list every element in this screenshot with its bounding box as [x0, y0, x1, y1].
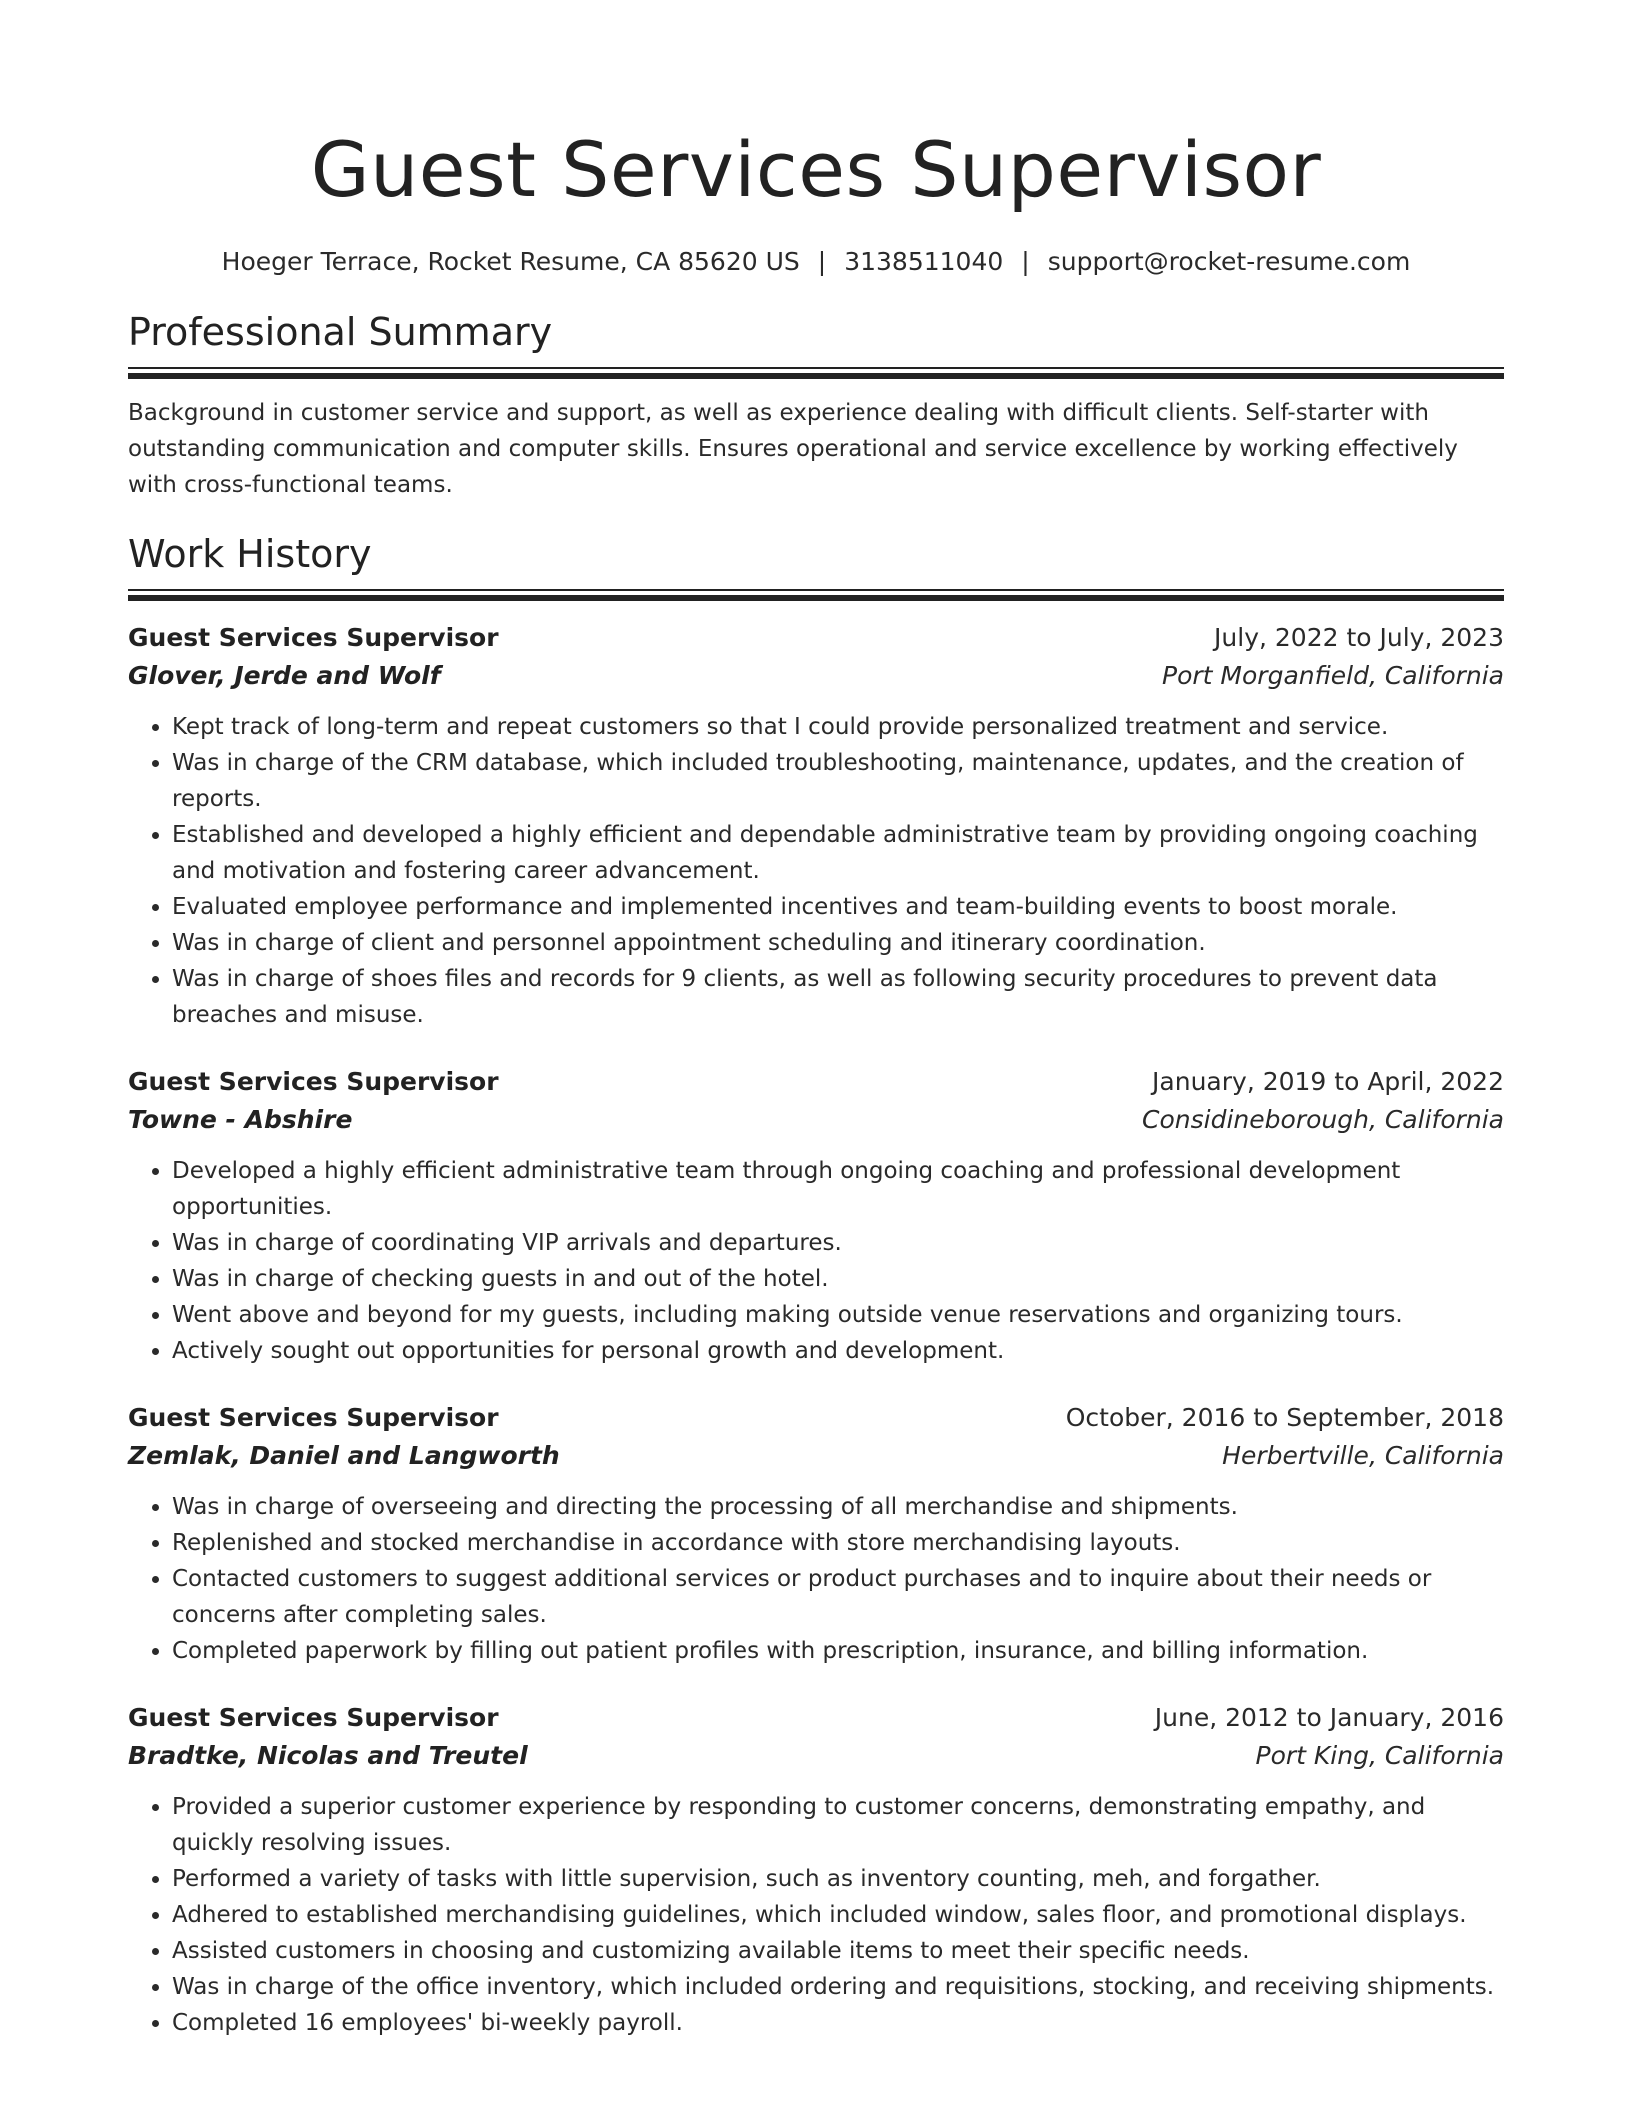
job-company: Glover, Jerde and Wolf	[128, 661, 441, 690]
contact-address: Hoeger Terrace, Rocket Resume, CA 85620 US	[221, 247, 800, 276]
job-location: Herbertville, California	[1222, 1441, 1504, 1470]
job-location: Port Morganfield, California	[1162, 661, 1504, 690]
job-bullets	[128, 1489, 1504, 1669]
job-bullet: • Went above and beyond for my guests, including making outside venue reservations and organizing tours.	[172, 1297, 1504, 1333]
job-bullet: • Contacted customers to suggest additional services or product purchases and to inquire about their needs or concerns after completing sales.	[172, 1561, 1504, 1633]
summary-section	[128, 307, 1504, 503]
job-dates: June, 2012 to January, 2016	[1154, 1703, 1504, 1732]
summary-text: Background in customer service and support, as well as experience dealing with difficult clients. Self-starter with outstanding communication and computer skills. Ensures operational and service excellence by working effectively with cross-functional teams.	[128, 400, 1458, 498]
contact-separator: |	[817, 247, 827, 276]
job-bullet: • Established and developed a highly efficient and dependable administrative team by providing ongoing coaching and motivation and fostering career advancement.	[172, 817, 1504, 889]
job-entry	[128, 1399, 1504, 1669]
job-bullet: • Was in charge of coordinating VIP arrivals and departures.	[172, 1225, 1504, 1261]
job-dates: July, 2022 to July, 2023	[1214, 623, 1504, 652]
job-bullet: • Was in charge of client and personnel appointment scheduling and itinerary coordination.	[172, 925, 1504, 961]
job-title: Guest Services Supervisor	[128, 1703, 499, 1732]
job-company-row	[128, 1437, 1504, 1475]
job-bullet: • Was in charge of overseeing and directing the processing of all merchandise and shipments.	[172, 1489, 1504, 1525]
job-bullets	[128, 1153, 1504, 1369]
job-company: Zemlak, Daniel and Langworth	[128, 1441, 560, 1470]
job-bullet: • Was in charge of the CRM database, which included troubleshooting, maintenance, updates, and the creation of reports.	[172, 745, 1504, 817]
resume-name: Guest Services Supervisor	[310, 125, 1322, 214]
job-header-row	[128, 1063, 1504, 1101]
section-divider	[128, 367, 1504, 379]
job-bullet: • Completed 16 employees' bi-weekly payroll.	[172, 2005, 1504, 2041]
job-company: Bradtke, Nicolas and Treutel	[128, 1741, 528, 1770]
job-bullet: • Was in charge of the office inventory, which included ordering and requisitions, stocking, and receiving shipments.	[172, 1969, 1504, 2005]
job-bullet: • Replenished and stocked merchandise in accordance with store merchandising layouts.	[172, 1525, 1504, 1561]
job-bullet: • Completed paperwork by filling out patient profiles with prescription, insurance, and billing information.	[172, 1633, 1504, 1669]
section-title-work-history: Work History	[128, 532, 372, 576]
job-title: Guest Services Supervisor	[128, 1067, 499, 1096]
job-location: Considineborough, California	[1142, 1105, 1504, 1134]
job-bullet: • Performed a variety of tasks with little supervision, such as inventory counting, meh, and forgather.	[172, 1861, 1504, 1897]
job-header-row	[128, 1399, 1504, 1437]
job-header-row	[128, 619, 1504, 657]
job-bullet: • Evaluated employee performance and implemented incentives and team-building events to boost morale.	[172, 889, 1504, 925]
contact-separator: |	[1021, 247, 1030, 276]
job-bullets	[128, 709, 1504, 1033]
job-entry	[128, 619, 1504, 1033]
job-title: Guest Services Supervisor	[128, 1403, 499, 1432]
job-entry	[128, 1063, 1504, 1369]
contact-line	[128, 244, 1504, 280]
job-company-row	[128, 1737, 1504, 1775]
job-bullet: • Provided a superior customer experience by responding to customer concerns, demonstrating empathy, and quickly resolving issues.	[172, 1789, 1504, 1861]
job-bullet: • Kept track of long-term and repeat customers so that I could provide personalized treatment and service.	[172, 709, 1504, 745]
job-bullet: • Assisted customers in choosing and customizing available items to meet their specific needs.	[172, 1933, 1504, 1969]
job-bullet: • Developed a highly efficient administrative team through ongoing coaching and professional development opportunities.	[172, 1153, 1504, 1225]
job-bullet: • Was in charge of shoes files and records for 9 clients, as well as following security procedures to prevent data breaches and misuse.	[172, 961, 1504, 1033]
job-company: Towne - Abshire	[128, 1105, 353, 1134]
job-dates: October, 2016 to September, 2018	[1065, 1403, 1504, 1432]
job-bullet: • Adhered to established merchandising guidelines, which included window, sales floor, and promotional displays.	[172, 1897, 1504, 1933]
contact-phone: 3138511040	[844, 247, 1004, 276]
job-bullets	[128, 1789, 1504, 2041]
section-divider	[128, 589, 1504, 601]
section-title-summary: Professional Summary	[128, 310, 553, 354]
job-title: Guest Services Supervisor	[128, 623, 499, 652]
job-location: Port King, California	[1255, 1741, 1504, 1770]
work-history-section	[128, 529, 1504, 2041]
contact-email: support@rocket-resume.com	[1047, 247, 1411, 276]
job-company-row	[128, 1101, 1504, 1139]
job-bullet: • Was in charge of checking guests in and out of the hotel.	[172, 1261, 1504, 1297]
job-bullet: • Actively sought out opportunities for personal growth and development.	[172, 1333, 1504, 1369]
job-company-row	[128, 657, 1504, 695]
job-header-row	[128, 1699, 1504, 1737]
job-dates: January, 2019 to April, 2022	[1152, 1067, 1504, 1096]
job-entry	[128, 1699, 1504, 2041]
